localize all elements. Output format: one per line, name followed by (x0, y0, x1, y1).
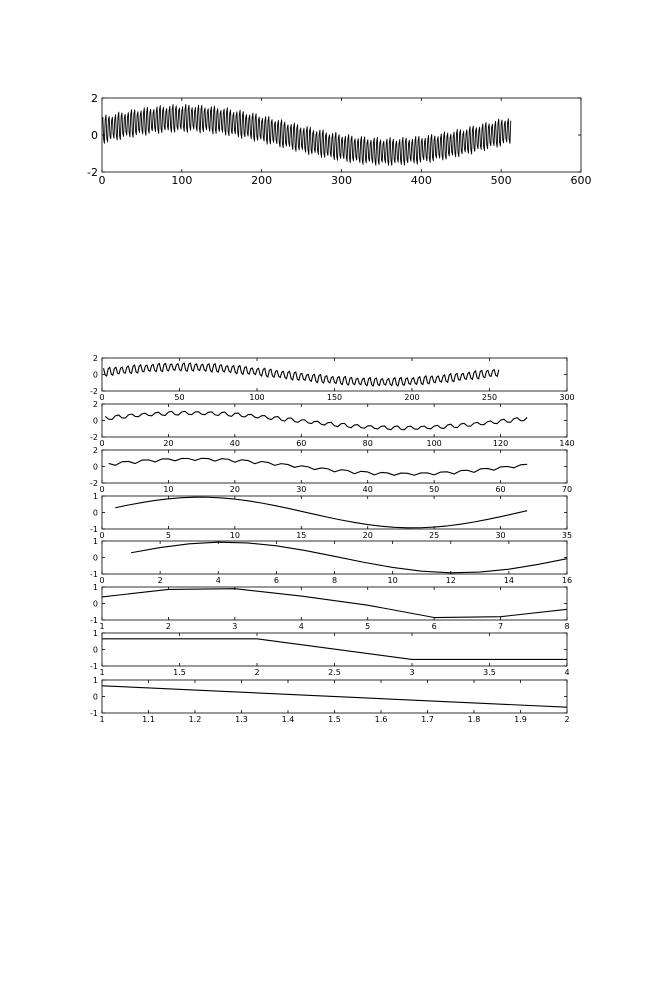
chart-panel-7 (90, 583, 570, 631)
y-tick-label: 0 (92, 645, 98, 655)
chart-panel-9 (90, 676, 570, 724)
y-tick-label: 1 (92, 675, 98, 685)
y-tick-label: 0 (92, 599, 98, 609)
y-tick-label: -1 (90, 708, 98, 718)
x-tick-label: 3.5 (483, 668, 496, 677)
x-tick-label: 1.8 (467, 715, 481, 724)
x-tick-label: 60 (495, 485, 506, 494)
x-tick-label: 6 (431, 622, 437, 631)
x-tick-label: 1 (99, 668, 105, 677)
x-tick-label: 5 (365, 622, 371, 631)
x-tick-label: 35 (561, 531, 573, 540)
chart-panel-5 (90, 492, 572, 540)
x-tick-label: 6 (273, 576, 279, 585)
x-tick-label: 300 (331, 174, 352, 187)
x-tick-label: 3 (232, 622, 238, 631)
series-line (131, 542, 567, 573)
y-tick-label: 1 (92, 536, 98, 546)
x-tick-label: 4 (215, 576, 221, 585)
chart-panel-3 (90, 400, 575, 448)
y-tick-label: -2 (87, 165, 98, 179)
x-tick-label: 1.4 (281, 715, 295, 724)
y-tick-label: 0 (92, 553, 98, 563)
plot-frame (102, 587, 567, 620)
x-tick-label: 2.5 (328, 668, 341, 677)
x-tick-label: 16 (561, 576, 573, 585)
y-tick-label: 2 (92, 353, 98, 363)
x-tick-label: 25 (429, 531, 440, 540)
x-tick-label: 8 (564, 622, 570, 631)
y-tick-label: 1 (92, 628, 98, 638)
y-tick-label: 0 (92, 416, 98, 426)
series-line (102, 639, 567, 660)
x-tick-label: 1.6 (374, 715, 388, 724)
x-tick-label: 1 (99, 622, 105, 631)
x-tick-label: 80 (362, 439, 373, 448)
y-tick-label: -2 (90, 386, 98, 396)
x-tick-label: 40 (362, 485, 373, 494)
plot-frame (102, 496, 567, 529)
x-tick-label: 10 (387, 576, 398, 585)
y-tick-label: 0 (92, 370, 98, 380)
x-tick-label: 200 (251, 174, 273, 187)
y-tick-label: -1 (90, 615, 98, 625)
x-tick-label: 20 (362, 531, 373, 540)
x-tick-label: 1.7 (421, 715, 434, 724)
y-tick-label: 2 (92, 445, 98, 455)
x-tick-label: 100 (426, 439, 442, 448)
x-tick-label: 70 (561, 485, 573, 494)
x-tick-label: 14 (503, 576, 514, 585)
series-line (103, 104, 511, 165)
y-tick-label: 1 (92, 491, 98, 501)
series-line (115, 497, 527, 528)
x-tick-label: 20 (229, 485, 240, 494)
x-tick-label: 600 (570, 174, 592, 187)
x-tick-label: 4 (298, 622, 304, 631)
x-tick-label: 15 (296, 531, 307, 540)
x-tick-label: 0 (99, 485, 105, 494)
y-tick-label: 2 (91, 91, 98, 105)
chart-panel-8 (90, 629, 570, 677)
y-tick-label: -2 (90, 432, 98, 442)
y-tick-label: -2 (90, 478, 98, 488)
x-tick-label: 2 (165, 622, 171, 631)
x-tick-label: 150 (326, 393, 343, 402)
plot-frame (102, 450, 567, 483)
x-tick-label: 250 (481, 393, 498, 402)
x-tick-label: 20 (163, 439, 174, 448)
x-tick-label: 200 (404, 393, 420, 402)
x-tick-label: 5 (165, 531, 171, 540)
plot-frame (102, 404, 567, 437)
x-tick-label: 2 (564, 715, 570, 724)
x-tick-label: 0 (98, 174, 106, 187)
y-tick-label: -1 (90, 569, 98, 579)
series-line (104, 363, 499, 386)
x-tick-label: 40 (229, 439, 240, 448)
x-tick-label: 0 (99, 531, 105, 540)
x-tick-label: 10 (163, 485, 174, 494)
x-tick-label: 300 (559, 393, 575, 402)
series-line (105, 411, 527, 429)
chart-panel-1 (87, 92, 591, 187)
y-tick-label: -1 (90, 661, 98, 671)
y-tick-label: 1 (92, 582, 98, 592)
x-tick-label: 3 (409, 668, 415, 677)
x-tick-label: 60 (296, 439, 307, 448)
x-tick-label: 1.3 (235, 715, 248, 724)
x-tick-label: 0 (99, 393, 105, 402)
x-tick-label: 1.5 (328, 715, 341, 724)
x-tick-label: 4 (564, 668, 570, 677)
chart-panel-4 (90, 446, 572, 494)
x-tick-label: 30 (296, 485, 307, 494)
x-tick-label: 1.5 (173, 668, 186, 677)
y-tick-label: 0 (92, 462, 98, 472)
x-tick-label: 0 (99, 439, 105, 448)
x-tick-label: 12 (445, 576, 456, 585)
series-line (102, 686, 567, 707)
x-tick-label: 2 (254, 668, 260, 677)
x-tick-label: 50 (174, 393, 185, 402)
chart-panel-2 (90, 354, 575, 402)
y-tick-label: 0 (92, 508, 98, 518)
x-tick-label: 1.2 (188, 715, 202, 724)
x-tick-label: 2 (157, 576, 163, 585)
x-tick-label: 120 (492, 439, 509, 448)
x-tick-label: 30 (495, 531, 506, 540)
series-line (109, 458, 528, 475)
y-tick-label: -1 (90, 524, 98, 534)
x-tick-label: 10 (229, 531, 240, 540)
x-tick-label: 1.1 (142, 715, 155, 724)
x-tick-label: 140 (559, 439, 575, 448)
x-tick-label: 8 (331, 576, 338, 585)
x-tick-label: 100 (249, 393, 265, 402)
x-tick-label: 1.9 (514, 715, 527, 724)
chart-panel-6 (90, 537, 572, 585)
y-tick-label: 0 (92, 692, 98, 702)
x-tick-label: 400 (410, 174, 432, 187)
series-line (102, 589, 567, 618)
y-tick-label: 0 (91, 128, 98, 142)
x-tick-label: 100 (171, 174, 193, 187)
y-tick-label: 2 (92, 399, 98, 409)
x-tick-label: 500 (490, 174, 512, 187)
x-tick-label: 0 (99, 576, 105, 585)
x-tick-label: 7 (498, 622, 504, 631)
x-tick-label: 1 (99, 715, 105, 724)
x-tick-label: 50 (429, 485, 440, 494)
